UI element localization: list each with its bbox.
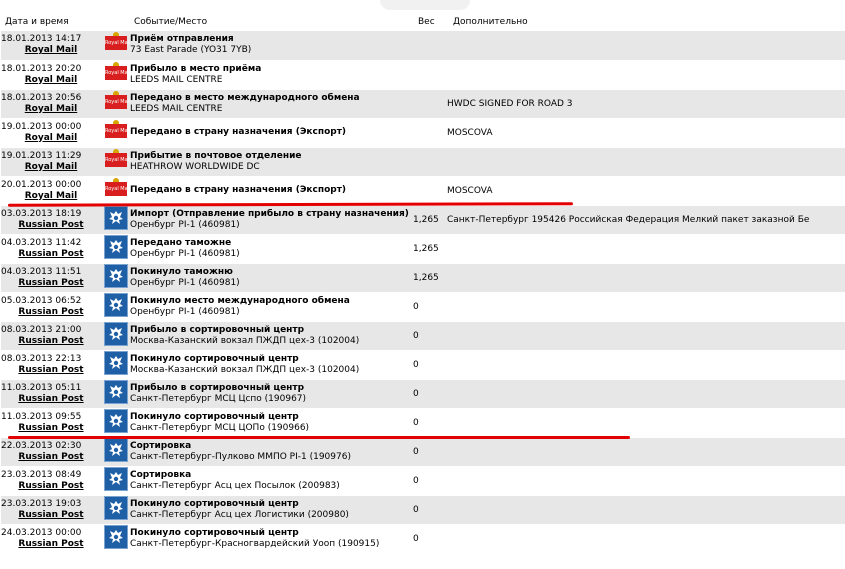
extra-cell	[447, 524, 845, 553]
event-cell	[130, 408, 413, 437]
event-place: Москва-Казанский вокзал ПЖДП цех-3 (102004)	[130, 364, 360, 375]
extra-cell	[447, 263, 845, 292]
event-cell	[130, 379, 413, 408]
carrier-link[interactable]: Russian Post	[18, 219, 84, 230]
header-extra: Дополнительно	[453, 17, 528, 27]
carrier-icon-cell	[102, 408, 130, 437]
table-header	[0, 17, 845, 31]
event-name: Прибыло в сортировочный центр	[130, 382, 305, 393]
carrier-icon-cell	[102, 321, 130, 350]
royal-mail-icon: Royal Mail	[105, 66, 127, 80]
date-cell	[1, 176, 102, 205]
event-place: Санкт-Петербург-Пулково ММПО PI-1 (190976)	[130, 451, 351, 462]
table-row	[1, 466, 845, 495]
royal-mail-icon: Royal Mail	[105, 124, 127, 138]
date-cell	[1, 31, 102, 60]
weight-cell: 0	[413, 524, 447, 553]
carrier-link[interactable]: Russian Post	[18, 393, 84, 404]
weight-cell	[413, 60, 447, 89]
weight-cell: 0	[413, 321, 447, 350]
weight-cell	[413, 147, 447, 176]
table-row	[1, 524, 845, 553]
date-cell	[1, 437, 102, 466]
event-name: Покинуло сортировочный центр	[130, 498, 299, 509]
weight-cell: 1,265	[413, 263, 447, 292]
carrier-link[interactable]: Russian Post	[18, 335, 84, 346]
event-cell	[130, 147, 413, 176]
russian-post-icon	[104, 235, 128, 259]
table-row	[1, 495, 845, 524]
carrier-link[interactable]: Russian Post	[18, 422, 84, 433]
event-name: Прибыло в место приёма	[130, 63, 262, 74]
russian-post-icon	[104, 496, 128, 520]
russian-post-icon	[104, 206, 128, 230]
date-cell	[1, 524, 102, 553]
carrier-link[interactable]: Royal Mail	[24, 190, 78, 201]
date-cell	[1, 234, 102, 263]
extra-cell: MOSCOVA	[447, 118, 845, 147]
carrier-link[interactable]: Russian Post	[18, 306, 84, 317]
event-cell	[130, 466, 413, 495]
table-row	[1, 118, 845, 147]
date-cell	[1, 147, 102, 176]
annotation-line-russian-post	[8, 436, 630, 439]
carrier-icon-cell	[102, 89, 130, 118]
event-place: Санкт-Петербург МСЦ ЦОПо (190966)	[130, 422, 310, 433]
event-name: Покинуло таможню	[130, 266, 233, 277]
table-row	[1, 176, 845, 205]
weight-cell: 0	[413, 437, 447, 466]
russian-post-icon	[104, 264, 128, 288]
extra-cell: Санкт-Петербург 195426 Российская Федерация Мелкий пакет заказной Бе	[447, 205, 845, 234]
weight-cell: 0	[413, 495, 447, 524]
date-cell	[1, 466, 102, 495]
table-row	[1, 437, 845, 466]
table-row	[1, 60, 845, 89]
russian-post-icon	[104, 525, 128, 549]
date-cell	[1, 263, 102, 292]
russian-post-icon	[104, 438, 128, 462]
extra-cell	[447, 234, 845, 263]
event-name: Покинуло сортировочный центр	[130, 527, 299, 538]
extra-cell	[447, 147, 845, 176]
table-row	[1, 147, 845, 176]
tracking-table	[1, 31, 845, 554]
russian-post-icon	[104, 322, 128, 346]
carrier-link[interactable]: Royal Mail	[24, 74, 78, 85]
event-place: Санкт-Петербург Асц цех Посылок (200983)	[130, 480, 340, 491]
event-cell	[130, 60, 413, 89]
table-row	[1, 205, 845, 234]
header-weight: Вес	[418, 17, 435, 27]
carrier-icon-cell	[102, 466, 130, 495]
date-cell	[1, 321, 102, 350]
weight-cell	[413, 118, 447, 147]
carrier-icon-cell	[102, 31, 130, 60]
extra-cell	[447, 292, 845, 321]
date-cell	[1, 205, 102, 234]
event-cell	[130, 205, 413, 234]
event-name: Покинуло место международного обмена	[130, 295, 350, 306]
carrier-icon-cell	[102, 292, 130, 321]
date-cell	[1, 495, 102, 524]
date-cell	[1, 60, 102, 89]
weight-cell: 0	[413, 466, 447, 495]
extra-cell: MOSCOVA	[447, 176, 845, 205]
date-time: 23.03.2013 08:49	[1, 469, 82, 480]
event-place: LEEDS MAIL CENTRE	[130, 74, 223, 85]
weight-cell: 1,265	[413, 234, 447, 263]
date-time: 20.01.2013 00:00	[1, 179, 82, 190]
event-name: Покинуло сортировочный центр	[130, 411, 299, 422]
event-place: Санкт-Петербург-Красногвардейский Уооп (190915)	[130, 538, 380, 549]
date-time: 18.01.2013 20:56	[1, 92, 82, 103]
event-name: Прибытие в почтовое отделение	[130, 150, 302, 161]
event-name: Покинуло сортировочный центр	[130, 353, 299, 364]
extra-cell	[447, 437, 845, 466]
weight-cell: 0	[413, 379, 447, 408]
event-name: Прибыло в сортировочный центр	[130, 324, 305, 335]
table-row	[1, 350, 845, 379]
date-time: 23.03.2013 19:03	[1, 498, 82, 509]
carrier-icon-cell	[102, 495, 130, 524]
date-time: 04.03.2013 11:42	[1, 237, 82, 248]
carrier-link[interactable]: Russian Post	[18, 248, 84, 259]
event-cell	[130, 350, 413, 379]
date-time: 04.03.2013 11:51	[1, 266, 82, 277]
carrier-link[interactable]: Russian Post	[18, 364, 84, 375]
event-name: Передано в место международного обмена	[130, 92, 360, 103]
carrier-icon-cell	[102, 263, 130, 292]
royal-mail-icon: Royal Mail	[105, 95, 127, 109]
carrier-icon-cell	[102, 205, 130, 234]
russian-post-icon	[104, 351, 128, 375]
carrier-icon-cell	[102, 234, 130, 263]
table-row	[1, 234, 845, 263]
event-place: Оренбург PI-1 (460981)	[130, 277, 240, 288]
carrier-icon-cell	[102, 118, 130, 147]
carrier-icon-cell	[102, 147, 130, 176]
date-cell	[1, 350, 102, 379]
event-place: Оренбург PI-1 (460981)	[130, 306, 240, 317]
carrier-link[interactable]: Royal Mail	[24, 161, 78, 172]
carrier-link[interactable]: Royal Mail	[24, 45, 78, 56]
weight-cell: 0	[413, 292, 447, 321]
carrier-link[interactable]: Russian Post	[18, 277, 84, 288]
date-cell	[1, 89, 102, 118]
date-cell	[1, 408, 102, 437]
royal-mail-icon: Royal Mail	[105, 153, 127, 167]
date-time: 19.01.2013 00:00	[1, 121, 82, 132]
date-cell	[1, 118, 102, 147]
date-time: 11.03.2013 09:55	[1, 411, 82, 422]
date-time: 08.03.2013 21:00	[1, 324, 82, 335]
royal-mail-icon: Royal Mail	[105, 182, 127, 196]
table-row	[1, 408, 845, 437]
russian-post-icon	[104, 380, 128, 404]
header-date: Дата и время	[5, 17, 69, 27]
weight-cell: 0	[413, 408, 447, 437]
event-name: Импорт (Отправление прибыло в страну назначения)	[130, 208, 409, 219]
table-row	[1, 379, 845, 408]
carrier-link[interactable]: Russian Post	[18, 480, 84, 491]
carrier-link[interactable]: Royal Mail	[24, 132, 78, 143]
event-cell	[130, 524, 413, 553]
carrier-link[interactable]: Russian Post	[18, 509, 84, 520]
extra-cell	[447, 60, 845, 89]
date-cell	[1, 379, 102, 408]
table-row	[1, 321, 845, 350]
event-place: Москва-Казанский вокзал ПЖДП цех-3 (102004)	[130, 335, 360, 346]
carrier-icon-cell	[102, 350, 130, 379]
event-cell	[130, 234, 413, 263]
weight-cell	[413, 31, 447, 60]
event-name: Передано в страну назначения (Экспорт)	[130, 127, 347, 137]
table-row	[1, 31, 845, 60]
event-cell	[130, 321, 413, 350]
extra-cell	[447, 466, 845, 495]
date-time: 18.01.2013 20:20	[1, 63, 82, 74]
event-name: Передано в страну назначения (Экспорт)	[130, 185, 347, 195]
russian-post-icon	[104, 409, 128, 433]
event-place: Санкт-Петербург Асц цех Логистики (200980)	[130, 509, 349, 520]
date-time: 11.03.2013 05:11	[1, 382, 82, 393]
event-name: Приём отправления	[130, 34, 234, 45]
event-cell	[130, 495, 413, 524]
event-place: Санкт-Петербург МСЦ Цспо (190967)	[130, 393, 307, 404]
event-place: LEEDS MAIL CENTRE	[130, 103, 223, 114]
table-row	[1, 89, 845, 118]
russian-post-icon	[104, 293, 128, 317]
event-place: 73 East Parade (YO31 7YB)	[130, 45, 252, 56]
carrier-link[interactable]: Royal Mail	[24, 103, 78, 114]
event-cell	[130, 31, 413, 60]
date-time: 19.01.2013 11:29	[1, 150, 82, 161]
royal-mail-icon: Royal Mail	[105, 36, 127, 50]
event-place: HEATHROW WORLDWIDE DC	[130, 161, 260, 172]
event-cell	[130, 176, 413, 205]
extra-cell: HWDC SIGNED FOR ROAD 3	[447, 89, 845, 118]
carrier-icon-cell	[102, 379, 130, 408]
carrier-icon-cell	[102, 60, 130, 89]
extra-cell	[447, 350, 845, 379]
event-cell	[130, 118, 413, 147]
date-time: 08.03.2013 22:13	[1, 353, 82, 364]
carrier-link[interactable]: Russian Post	[18, 538, 84, 549]
extra-cell	[447, 31, 845, 60]
carrier-link[interactable]: Russian Post	[18, 451, 84, 462]
weight-cell: 1,265	[413, 205, 447, 234]
faint-watermark	[380, 0, 470, 10]
event-cell	[130, 437, 413, 466]
event-place: Оренбург PI-1 (460981)	[130, 248, 240, 259]
carrier-icon-cell	[102, 524, 130, 553]
date-time: 05.03.2013 06:52	[1, 295, 82, 306]
date-time: 03.03.2013 18:19	[1, 208, 82, 219]
extra-cell	[447, 379, 845, 408]
extra-cell	[447, 408, 845, 437]
event-name: Сортировка	[130, 469, 192, 480]
event-cell	[130, 89, 413, 118]
date-time: 22.03.2013 02:30	[1, 440, 82, 451]
date-cell	[1, 292, 102, 321]
carrier-icon-cell	[102, 437, 130, 466]
date-time: 18.01.2013 14:17	[1, 34, 82, 45]
russian-post-icon	[104, 467, 128, 491]
weight-cell: 0	[413, 350, 447, 379]
event-name: Сортировка	[130, 440, 192, 451]
extra-cell	[447, 495, 845, 524]
event-place: Оренбург PI-1 (460981)	[130, 219, 240, 230]
weight-cell	[413, 176, 447, 205]
carrier-icon-cell	[102, 176, 130, 205]
table-row	[1, 292, 845, 321]
date-time: 24.03.2013 00:00	[1, 527, 82, 538]
event-cell	[130, 292, 413, 321]
table-row	[1, 263, 845, 292]
header-event: Событие/Место	[134, 17, 208, 27]
weight-cell	[413, 89, 447, 118]
event-cell	[130, 263, 413, 292]
event-name: Передано таможне	[130, 237, 232, 248]
extra-cell	[447, 321, 845, 350]
